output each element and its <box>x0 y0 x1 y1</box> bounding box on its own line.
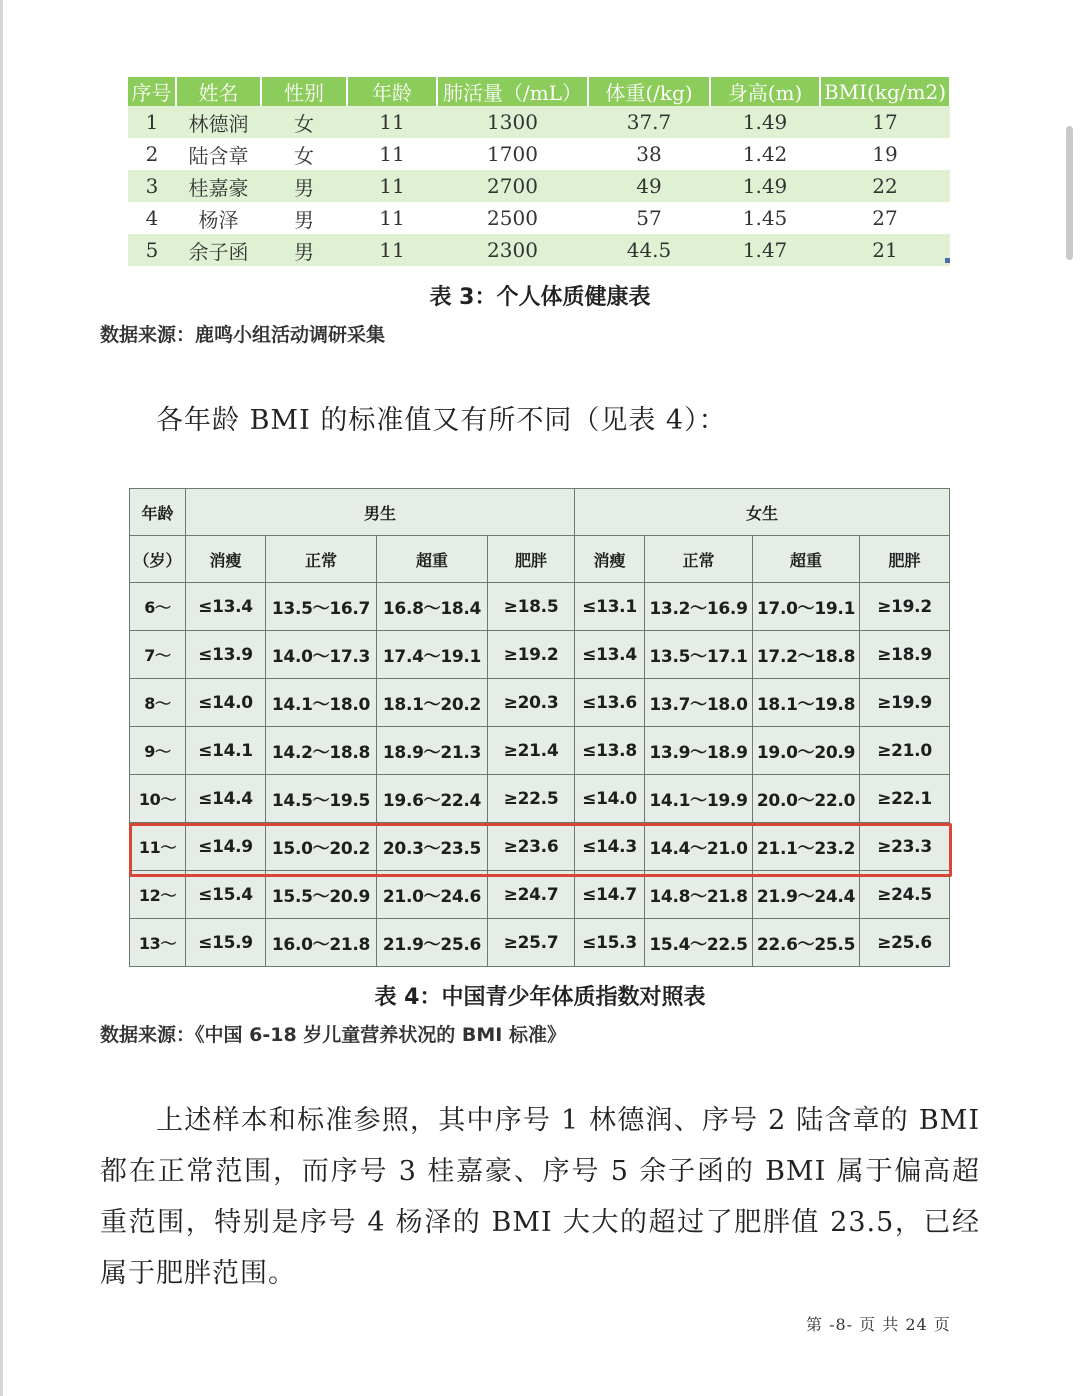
table3-header: 体重(/kg) <box>588 77 710 106</box>
bmi-cell: 14.1～19.9 <box>645 775 753 823</box>
table3-cell: 11 <box>347 170 437 202</box>
table3-caption: 表 3：个人体质健康表 <box>429 285 651 310</box>
table3-cell: 2 <box>128 138 176 170</box>
bmi-cell: 17.0～19.1 <box>753 583 860 631</box>
age-cell: 9～ <box>130 727 186 775</box>
table3-cell: 余子函 <box>176 234 261 266</box>
bmi-cell: 21.9～24.4 <box>753 871 860 919</box>
table3-cell: 2700 <box>437 170 588 202</box>
bmi-standard-table <box>129 488 950 967</box>
intro-text: 各年龄 BMI 的标准值又有所不同（见表 4）： <box>156 405 727 436</box>
table3-header-row <box>128 77 950 106</box>
bmi-cell: 18.9～21.3 <box>377 727 488 775</box>
category-header: 肥胖 <box>860 536 950 583</box>
table3-cell: 桂嘉豪 <box>176 170 261 202</box>
bmi-cell: 14.0～17.3 <box>266 631 377 679</box>
category-header: 消瘦 <box>186 536 266 583</box>
table-row <box>128 234 950 266</box>
bmi-cell: 21.1～23.2 <box>753 823 860 871</box>
table3-cell: 男 <box>261 234 347 266</box>
table-row <box>128 202 950 234</box>
bmi-cell: ≥25.7 <box>488 919 575 967</box>
category-header: 正常 <box>645 536 753 583</box>
bmi-cell: 14.5～19.5 <box>266 775 377 823</box>
bmi-cell: ≥21.4 <box>488 727 575 775</box>
vertical-scrollbar[interactable] <box>1066 126 1073 260</box>
table-row <box>130 631 950 679</box>
table3-cell: 3 <box>128 170 176 202</box>
conclusion-paragraph: 上述样本和标准参照，其中序号 1 林德润、序号 2 陆含章的 BMI 都在正常范围，而序号 3 桂嘉豪、序号 5 余子函的 BMI 属于偏高超重范围，特别是序号 4 杨泽的 BMI 大大的超过了肥胖值 23.5，已经属于肥胖范围。 <box>100 1105 980 1289</box>
table3-cell: 1700 <box>437 138 588 170</box>
bmi-cell: ≥19.2 <box>488 631 575 679</box>
table-row <box>130 919 950 967</box>
bmi-cell: 13.9～18.9 <box>645 727 753 775</box>
table3-header: BMI(kg/m2) <box>820 77 950 106</box>
table4-source: 数据来源：《中国 6-18 岁儿童营养状况的 BMI 标准》 <box>100 1024 566 1046</box>
bmi-cell: ≤13.4 <box>186 583 266 631</box>
bmi-cell: 22.6～25.5 <box>753 919 860 967</box>
bmi-cell: ≥24.7 <box>488 871 575 919</box>
table3-cell: 17 <box>820 106 950 138</box>
table3-cell: 11 <box>347 234 437 266</box>
table3-cell: 11 <box>347 202 437 234</box>
bmi-cell: 19.0～20.9 <box>753 727 860 775</box>
table4-subheader-row <box>130 536 950 583</box>
table-row <box>130 727 950 775</box>
table-resize-handle[interactable] <box>945 258 950 263</box>
category-header: 正常 <box>266 536 377 583</box>
page-edge <box>0 0 3 1396</box>
bmi-cell: 21.0～24.6 <box>377 871 488 919</box>
table-row <box>128 170 950 202</box>
age-cell: 6～ <box>130 583 186 631</box>
bmi-cell: ≥20.3 <box>488 679 575 727</box>
age-cell: 7～ <box>130 631 186 679</box>
table3-header: 序号 <box>128 77 176 106</box>
bmi-cell: 20.0～22.0 <box>753 775 860 823</box>
age-unit-header: （岁） <box>130 536 186 583</box>
table-row <box>130 583 950 631</box>
bmi-cell: 15.4～22.5 <box>645 919 753 967</box>
bmi-cell: 14.4～21.0 <box>645 823 753 871</box>
table4-caption: 表 4：中国青少年体质指数对照表 <box>374 985 706 1010</box>
table3-cell: 2300 <box>437 234 588 266</box>
bmi-cell: 15.0～20.2 <box>266 823 377 871</box>
table3-header: 年龄 <box>347 77 437 106</box>
age-header: 年龄 <box>130 489 186 536</box>
male-group-header: 男生 <box>186 489 575 536</box>
bmi-cell: 18.1～19.8 <box>753 679 860 727</box>
bmi-cell: 13.5～17.1 <box>645 631 753 679</box>
table3-cell: 27 <box>820 202 950 234</box>
category-header: 消瘦 <box>575 536 645 583</box>
category-header: 超重 <box>377 536 488 583</box>
bmi-cell: 19.6～22.4 <box>377 775 488 823</box>
table3-cell: 林德润 <box>176 106 261 138</box>
table-row <box>128 106 950 138</box>
table3-cell: 男 <box>261 170 347 202</box>
bmi-cell: 16.8～18.4 <box>377 583 488 631</box>
bmi-cell: ≥25.6 <box>860 919 950 967</box>
table3-cell: 57 <box>588 202 710 234</box>
table-row <box>130 871 950 919</box>
table3-header: 身高(m) <box>710 77 820 106</box>
bmi-cell: 14.1～18.0 <box>266 679 377 727</box>
bmi-cell: ≥24.5 <box>860 871 950 919</box>
bmi-cell: 14.8～21.8 <box>645 871 753 919</box>
table3-cell: 女 <box>261 106 347 138</box>
table3-cell: 19 <box>820 138 950 170</box>
table4-header-row <box>130 489 950 536</box>
bmi-cell: 13.5～16.7 <box>266 583 377 631</box>
age-cell: 11～ <box>130 823 186 871</box>
bmi-cell: ≤14.9 <box>186 823 266 871</box>
bmi-cell: 17.2～18.8 <box>753 631 860 679</box>
table3-cell: 女 <box>261 138 347 170</box>
table3-header: 姓名 <box>176 77 261 106</box>
bmi-cell: 16.0～21.8 <box>266 919 377 967</box>
table-row <box>128 138 950 170</box>
bmi-cell: ≤15.3 <box>575 919 645 967</box>
bmi-cell: ≤13.8 <box>575 727 645 775</box>
table3-cell: 2500 <box>437 202 588 234</box>
bmi-cell: ≤13.6 <box>575 679 645 727</box>
table3-cell: 陆含章 <box>176 138 261 170</box>
table3-cell: 11 <box>347 138 437 170</box>
age-cell: 12～ <box>130 871 186 919</box>
bmi-cell: ≥19.2 <box>860 583 950 631</box>
table3-cell: 1300 <box>437 106 588 138</box>
table3-cell: 37.7 <box>588 106 710 138</box>
bmi-cell: ≤14.0 <box>186 679 266 727</box>
table3-cell: 男 <box>261 202 347 234</box>
bmi-cell: 15.5～20.9 <box>266 871 377 919</box>
table3-cell: 杨泽 <box>176 202 261 234</box>
table3-cell: 1.49 <box>710 170 820 202</box>
table3-source: 数据来源：鹿鸣小组活动调研采集 <box>100 324 386 346</box>
table3-header: 肺活量（/mL） <box>437 77 588 106</box>
bmi-cell: ≥21.0 <box>860 727 950 775</box>
category-header: 肥胖 <box>488 536 575 583</box>
bmi-cell: ≥19.9 <box>860 679 950 727</box>
bmi-cell: ≥18.9 <box>860 631 950 679</box>
table3-header: 性别 <box>261 77 347 106</box>
age-cell: 8～ <box>130 679 186 727</box>
bmi-cell: ≤13.9 <box>186 631 266 679</box>
bmi-cell: ≤15.4 <box>186 871 266 919</box>
category-header: 超重 <box>753 536 860 583</box>
bmi-cell: 21.9～25.6 <box>377 919 488 967</box>
bmi-cell: 13.2～16.9 <box>645 583 753 631</box>
table3-cell: 11 <box>347 106 437 138</box>
bmi-cell: ≥22.1 <box>860 775 950 823</box>
bmi-cell: ≤13.4 <box>575 631 645 679</box>
bmi-cell: 14.2～18.8 <box>266 727 377 775</box>
table3-cell: 21 <box>820 234 950 266</box>
table3-cell: 4 <box>128 202 176 234</box>
bmi-cell: 17.4～19.1 <box>377 631 488 679</box>
table3-cell: 1.47 <box>710 234 820 266</box>
bmi-cell: ≤14.0 <box>575 775 645 823</box>
personal-health-table <box>128 77 951 266</box>
bmi-cell: ≤15.9 <box>186 919 266 967</box>
female-group-header: 女生 <box>575 489 950 536</box>
bmi-cell: ≥18.5 <box>488 583 575 631</box>
bmi-cell: ≥22.5 <box>488 775 575 823</box>
table3-cell: 1.45 <box>710 202 820 234</box>
highlighted-row <box>130 823 950 871</box>
bmi-cell: ≥23.3 <box>860 823 950 871</box>
table3-cell: 38 <box>588 138 710 170</box>
table3-cell: 5 <box>128 234 176 266</box>
page-footer: 第 -8- 页 共 24 页 <box>806 1315 951 1334</box>
bmi-cell: ≤14.1 <box>186 727 266 775</box>
bmi-cell: 18.1～20.2 <box>377 679 488 727</box>
bmi-cell: ≤14.7 <box>575 871 645 919</box>
bmi-cell: ≤14.3 <box>575 823 645 871</box>
bmi-cell: 13.7～18.0 <box>645 679 753 727</box>
table3-cell: 1 <box>128 106 176 138</box>
table3-cell: 22 <box>820 170 950 202</box>
bmi-cell: ≤14.4 <box>186 775 266 823</box>
age-cell: 10～ <box>130 775 186 823</box>
age-cell: 13～ <box>130 919 186 967</box>
table-row <box>130 775 950 823</box>
table-row <box>130 679 950 727</box>
bmi-cell: ≥23.6 <box>488 823 575 871</box>
table3-cell: 49 <box>588 170 710 202</box>
table3-cell: 1.42 <box>710 138 820 170</box>
bmi-cell: ≤13.1 <box>575 583 645 631</box>
bmi-cell: 20.3～23.5 <box>377 823 488 871</box>
table3-cell: 1.49 <box>710 106 820 138</box>
table3-cell: 44.5 <box>588 234 710 266</box>
